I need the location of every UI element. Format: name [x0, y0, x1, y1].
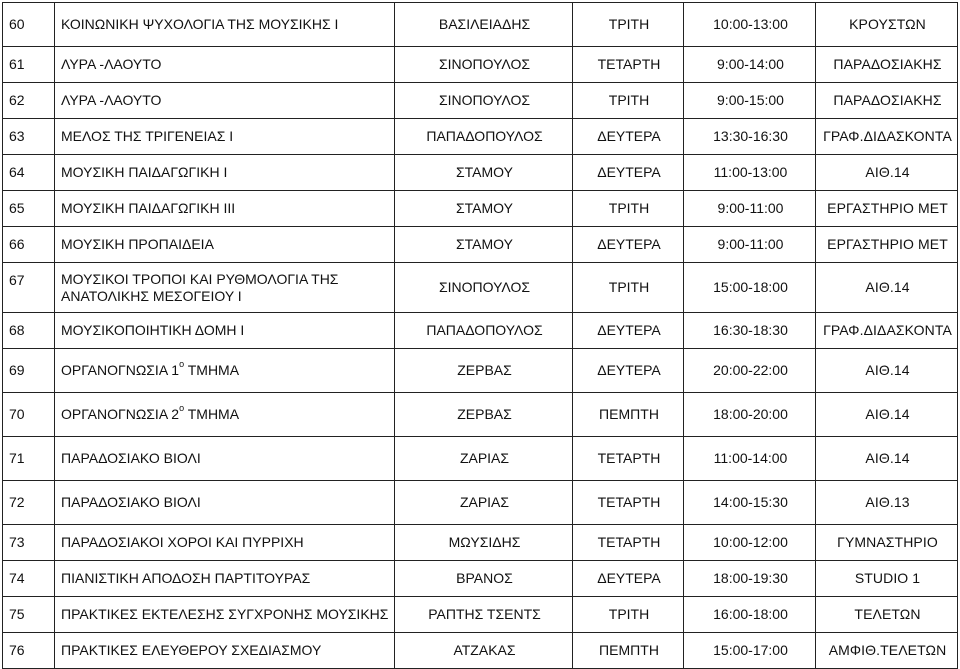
- row-number: 63: [3, 119, 55, 155]
- time-slot: 14:00-15:30: [684, 481, 816, 525]
- row-number: 73: [3, 525, 55, 561]
- course-title: ΜΟΥΣΙΚΗ ΠΑΙΔΑΓΩΓΙΚΗ ΙΙΙ: [55, 191, 395, 227]
- weekday: ΔΕΥΤΕΡΑ: [573, 227, 684, 263]
- time-slot: 16:30-18:30: [684, 313, 816, 349]
- row-number: 75: [3, 597, 55, 633]
- course-title-main: ΟΡΓΑΝΟΓΝΩΣΙΑ 1: [61, 362, 180, 378]
- instructor: ΠΑΠΑΔΟΠΟΥΛΟΣ: [395, 313, 573, 349]
- course-title: ΠΑΡΑΔΟΣΙΑΚΟΙ ΧΟΡΟΙ ΚΑΙ ΠΥΡΡΙΧΗ: [55, 525, 395, 561]
- time-slot: 11:00-14:00: [684, 437, 816, 481]
- table-row: [3, 83, 958, 119]
- time-slot: 13:30-16:30: [684, 119, 816, 155]
- course-title-tail: ΤΜΗΜΑ: [184, 362, 240, 378]
- row-number: 66: [3, 227, 55, 263]
- table-row: [3, 191, 958, 227]
- row-number: 71: [3, 437, 55, 481]
- weekday: ΤΕΤΑΡΤΗ: [573, 481, 684, 525]
- time-slot: 9:00-14:00: [684, 47, 816, 83]
- room: ΓΡΑΦ.ΔΙΔΑΣΚΟΝΤΑ: [816, 119, 958, 155]
- time-slot: 16:00-18:00: [684, 597, 816, 633]
- row-number: 74: [3, 561, 55, 597]
- instructor: ΖΕΡΒΑΣ: [395, 349, 573, 393]
- time-slot: 9:00-11:00: [684, 191, 816, 227]
- time-slot: 18:00-20:00: [684, 393, 816, 437]
- instructor: ΖΑΡΙΑΣ: [395, 437, 573, 481]
- instructor: ΣΤΑΜΟΥ: [395, 155, 573, 191]
- weekday: ΔΕΥΤΕΡΑ: [573, 313, 684, 349]
- table-row: [3, 633, 958, 669]
- instructor: ΡΑΠΤΗΣ ΤΣΕΝΤΣ: [395, 597, 573, 633]
- table-row: [3, 3, 958, 47]
- room: ΓΡΑΦ.ΔΙΔΑΣΚΟΝΤΑ: [816, 313, 958, 349]
- table-row: [3, 393, 958, 437]
- course-title-tail: ΤΜΗΜΑ: [184, 406, 240, 422]
- weekday: ΠΕΜΠΤΗ: [573, 393, 684, 437]
- time-slot: 9:00-15:00: [684, 83, 816, 119]
- course-title: ΜΟΥΣΙΚΟΙ ΤΡΟΠΟΙ ΚΑΙ ΡΥΘΜΟΛΟΓΙΑ ΤΗΣ ΑΝΑΤΟΛΙΚΗΣ ΜΕΣΟΓΕΙΟΥ Ι: [55, 263, 395, 313]
- row-number: 68: [3, 313, 55, 349]
- course-title: ΜΟΥΣΙΚΗ ΠΡΟΠΑΙΔΕΙΑ: [55, 227, 395, 263]
- room: ΠΑΡΑΔΟΣΙΑΚΗΣ: [816, 47, 958, 83]
- room: ΑΙΘ.14: [816, 263, 958, 313]
- room: ΠΑΡΑΔΟΣΙΑΚΗΣ: [816, 83, 958, 119]
- ordinal-superscript: ο: [179, 403, 185, 414]
- weekday: ΤΡΙΤΗ: [573, 191, 684, 227]
- row-number: 70: [3, 393, 55, 437]
- instructor: ΣΙΝΟΠΟΥΛΟΣ: [395, 263, 573, 313]
- course-title-main: ΟΡΓΑΝΟΓΝΩΣΙΑ 2: [61, 406, 180, 422]
- time-slot: 11:00-13:00: [684, 155, 816, 191]
- instructor: ΣΙΝΟΠΟΥΛΟΣ: [395, 83, 573, 119]
- weekday: ΤΡΙΤΗ: [573, 83, 684, 119]
- weekday: ΤΡΙΤΗ: [573, 597, 684, 633]
- room: ΑΙΘ.14: [816, 349, 958, 393]
- row-number: 65: [3, 191, 55, 227]
- weekday: ΔΕΥΤΕΡΑ: [573, 155, 684, 191]
- table-row: [3, 437, 958, 481]
- course-title: ΛΥΡΑ -ΛΑΟΥΤΟ: [55, 47, 395, 83]
- weekday: ΤΕΤΑΡΤΗ: [573, 525, 684, 561]
- room: ΑΙΘ.14: [816, 155, 958, 191]
- table-row: [3, 155, 958, 191]
- weekday: ΤΕΤΑΡΤΗ: [573, 437, 684, 481]
- instructor: ΖΕΡΒΑΣ: [395, 393, 573, 437]
- course-title: ΠΑΡΑΔΟΣΙΑΚΟ ΒΙΟΛΙ: [55, 481, 395, 525]
- course-title: ΜΟΥΣΙΚΗ ΠΑΙΔΑΓΩΓΙΚΗ Ι: [55, 155, 395, 191]
- table-row: [3, 561, 958, 597]
- course-title: ΠΙΑΝΙΣΤΙΚΗ ΑΠΟΔΟΣΗ ΠΑΡΤΙΤΟΥΡΑΣ: [55, 561, 395, 597]
- course-title: ΠΡΑΚΤΙΚΕΣ ΕΚΤΕΛΕΣΗΣ ΣΥΓΧΡΟΝΗΣ ΜΟΥΣΙΚΗΣ: [55, 597, 395, 633]
- instructor: ΣΙΝΟΠΟΥΛΟΣ: [395, 47, 573, 83]
- instructor: ΜΩΥΣΙΔΗΣ: [395, 525, 573, 561]
- weekday: ΔΕΥΤΕΡΑ: [573, 561, 684, 597]
- weekday: ΔΕΥΤΕΡΑ: [573, 349, 684, 393]
- room: ΑΜΦΙΘ.ΤΕΛΕΤΩΝ: [816, 633, 958, 669]
- weekday: ΤΕΤΑΡΤΗ: [573, 47, 684, 83]
- room: ΚΡΟΥΣΤΩΝ: [816, 3, 958, 47]
- row-number: 61: [3, 47, 55, 83]
- row-number: 72: [3, 481, 55, 525]
- table-row: [3, 349, 958, 393]
- room: ΑΙΘ.14: [816, 437, 958, 481]
- instructor: ΒΑΣΙΛΕΙΑΔΗΣ: [395, 3, 573, 47]
- instructor: ΣΤΑΜΟΥ: [395, 191, 573, 227]
- time-slot: 18:00-19:30: [684, 561, 816, 597]
- course-title: ΜΟΥΣΙΚΟΠΟΙΗΤΙΚΗ ΔΟΜΗ Ι: [55, 313, 395, 349]
- row-number: 67: [3, 263, 55, 313]
- course-title: [55, 393, 395, 437]
- row-number: 69: [3, 349, 55, 393]
- table-row: [3, 47, 958, 83]
- table-row: [3, 227, 958, 263]
- time-slot: 10:00-13:00: [684, 3, 816, 47]
- instructor: ΣΤΑΜΟΥ: [395, 227, 573, 263]
- time-slot: 9:00-11:00: [684, 227, 816, 263]
- room: ΑΙΘ.14: [816, 393, 958, 437]
- time-slot: 10:00-12:00: [684, 525, 816, 561]
- course-title: ΠΑΡΑΔΟΣΙΑΚΟ ΒΙΟΛΙ: [55, 437, 395, 481]
- table-row: [3, 313, 958, 349]
- course-title: ΠΡΑΚΤΙΚΕΣ ΕΛΕΥΘΕΡΟΥ ΣΧΕΔΙΑΣΜΟΥ: [55, 633, 395, 669]
- instructor: ΖΑΡΙΑΣ: [395, 481, 573, 525]
- room: STUDIO 1: [816, 561, 958, 597]
- weekday: ΤΡΙΤΗ: [573, 3, 684, 47]
- table-row: [3, 263, 958, 313]
- room: ΑΙΘ.13: [816, 481, 958, 525]
- table-row: [3, 481, 958, 525]
- ordinal-superscript: ο: [179, 359, 185, 370]
- instructor: ΠΑΠΑΔΟΠΟΥΛΟΣ: [395, 119, 573, 155]
- weekday: ΔΕΥΤΕΡΑ: [573, 119, 684, 155]
- schedule-body: [3, 3, 958, 669]
- table-row: [3, 597, 958, 633]
- course-title: ΛΥΡΑ -ΛΑΟΥΤΟ: [55, 83, 395, 119]
- schedule-table: [2, 2, 958, 669]
- row-number: 60: [3, 3, 55, 47]
- row-number: 76: [3, 633, 55, 669]
- row-number: 64: [3, 155, 55, 191]
- room: ΕΡΓΑΣΤΗΡΙΟ ΜΕΤ: [816, 227, 958, 263]
- course-title: [55, 349, 395, 393]
- row-number: 62: [3, 83, 55, 119]
- instructor: ΒΡΑΝΟΣ: [395, 561, 573, 597]
- table-row: [3, 119, 958, 155]
- room: ΤΕΛΕΤΩΝ: [816, 597, 958, 633]
- room: ΕΡΓΑΣΤΗΡΙΟ ΜΕΤ: [816, 191, 958, 227]
- time-slot: 15:00-18:00: [684, 263, 816, 313]
- time-slot: 15:00-17:00: [684, 633, 816, 669]
- table-row: [3, 525, 958, 561]
- room: ΓΥΜΝΑΣΤΗΡΙΟ: [816, 525, 958, 561]
- course-title: ΜΕΛΟΣ ΤΗΣ ΤΡΙΓΕΝΕΙΑΣ Ι: [55, 119, 395, 155]
- weekday: ΤΡΙΤΗ: [573, 263, 684, 313]
- weekday: ΠΕΜΠΤΗ: [573, 633, 684, 669]
- time-slot: 20:00-22:00: [684, 349, 816, 393]
- instructor: ΑΤΖΑΚΑΣ: [395, 633, 573, 669]
- course-title: ΚΟΙΝΩΝΙΚΗ ΨΥΧΟΛΟΓΙΑ ΤΗΣ ΜΟΥΣΙΚΗΣ Ι: [55, 3, 395, 47]
